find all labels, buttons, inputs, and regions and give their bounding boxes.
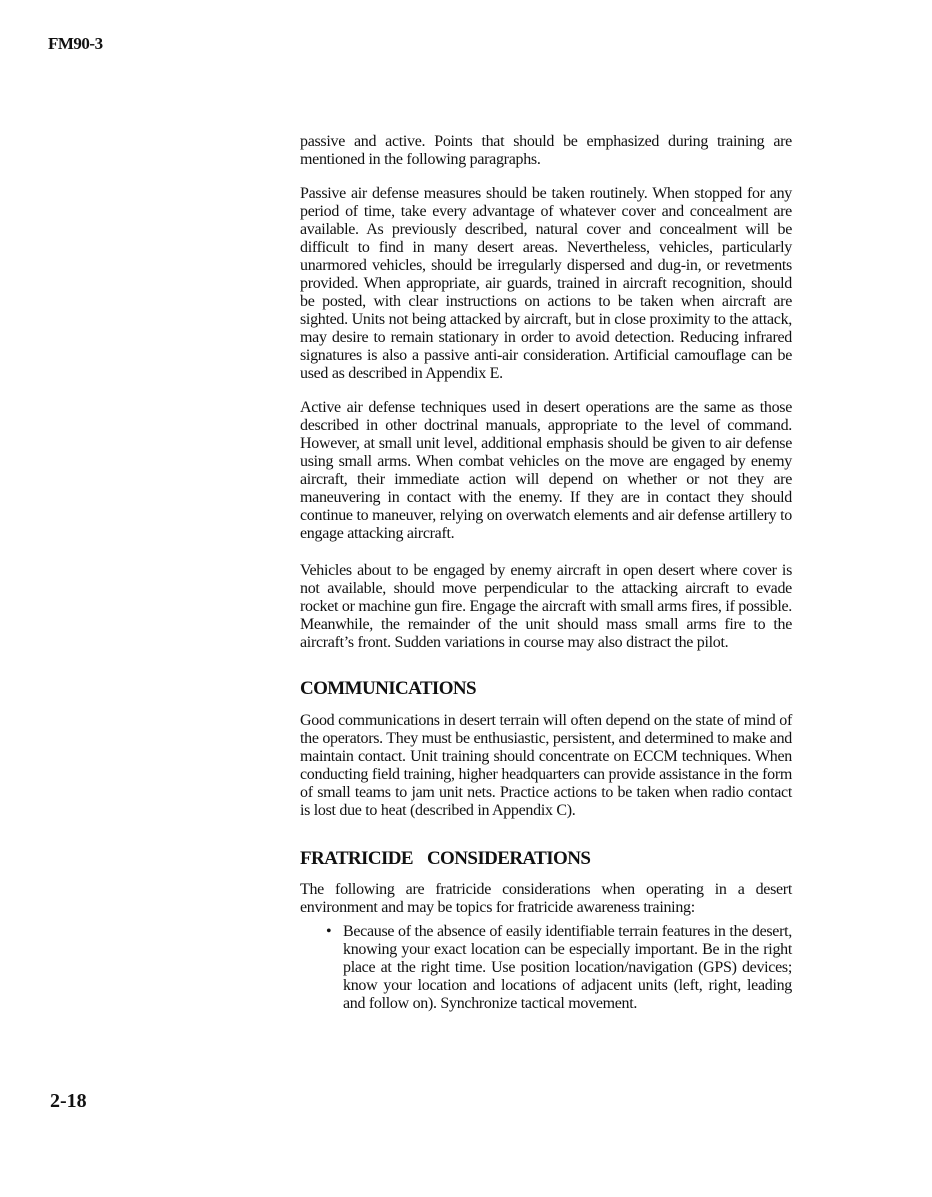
page-body — [300, 133, 792, 1013]
section-heading-fratricide — [300, 848, 792, 870]
page-number: 2-18 — [50, 1090, 87, 1112]
paragraph-air-defense-intro: passive and active. Points that should be emphasized during training are mentioned in the following paragraphs. — [300, 133, 792, 168]
bullet-text: Because of the absence of easily identifiable terrain features in the desert, knowing your exact location can be especially important. Be in the right place at the right time. Use position location/navigation (GPS) devices; know your location and locations of adjacent units (left, right, leading and follow on). Synchronize tactical movement. — [343, 923, 792, 1012]
paragraph-vehicles-engaged: Vehicles about to be engaged by enemy aircraft in open desert where cover is not available, should move perpendicular to the attacking aircraft to evade rocket or machine gun fire. Engage the aircraft with small arms fires, if possible. Meanwhile, the remainder of the unit should mass small arms fire to the aircraft’s front. Sudden variations in course may also distract the pilot. — [300, 562, 792, 651]
list-item — [300, 923, 792, 1013]
heading-word-fratricide: FRATRICIDE — [300, 848, 413, 869]
paragraph-fratricide-intro: The following are fratricide considerations when operating in a desert environment and may be topics for fratricide awareness training: — [300, 881, 792, 916]
heading-word-considerations: CONSIDERATIONS — [426, 848, 591, 869]
paragraph-passive-air-defense: Passive air defense measures should be taken routinely. When stopped for any period of time, take every advantage of whatever cover and concealment are available. As previously described, natural cover and concealment will be difficult to find in many desert areas. Nevertheless, vehicles, particularly unarmored vehicles, should be irregularly dispersed and dug-in, or revetments provided. When appropriate, air guards, trained in aircraft recognition, should be posted, with clear instructions on actions to be taken when aircraft are sighted. Units not being attacked by aircraft, but in close proximity to the attack, may desire to remain stationary in order to avoid detection. Reducing infrared signatures is also a passive anti-air consideration. Artificial camouflage can be used as described in Appendix E. — [300, 185, 792, 382]
paragraph-communications: Good communications in desert terrain will often depend on the state of mind of the operators. They must be enthusiastic, persistent, and determined to make and maintain contact. Unit training should concentrate on ECCM techniques. When conducting field training, higher headquarters can provide assistance in the form of small teams to jam unit nets. Practice actions to be taken when radio contact is lost due to heat (described in Appendix C). — [300, 712, 793, 819]
running-head: FM90-3 — [48, 34, 103, 53]
bullet-icon: • — [326, 923, 332, 940]
fratricide-bullet-list — [300, 923, 792, 1013]
section-heading-communications: COMMUNICATIONS — [300, 678, 476, 699]
paragraph-active-air-defense: Active air defense techniques used in desert operations are the same as those described in other doctrinal manuals, appropriate to the level of command. However, at small unit level, additional emphasis should be given to air defense using small arms. When combat vehicles on the move are engaged by enemy aircraft, their immediate action will depend on whether or not they are maneuvering in contact with the enemy. If they are in contact they should continue to maneuver, relying on overwatch elements and air defense artillery to engage attacking aircraft. — [300, 399, 792, 542]
